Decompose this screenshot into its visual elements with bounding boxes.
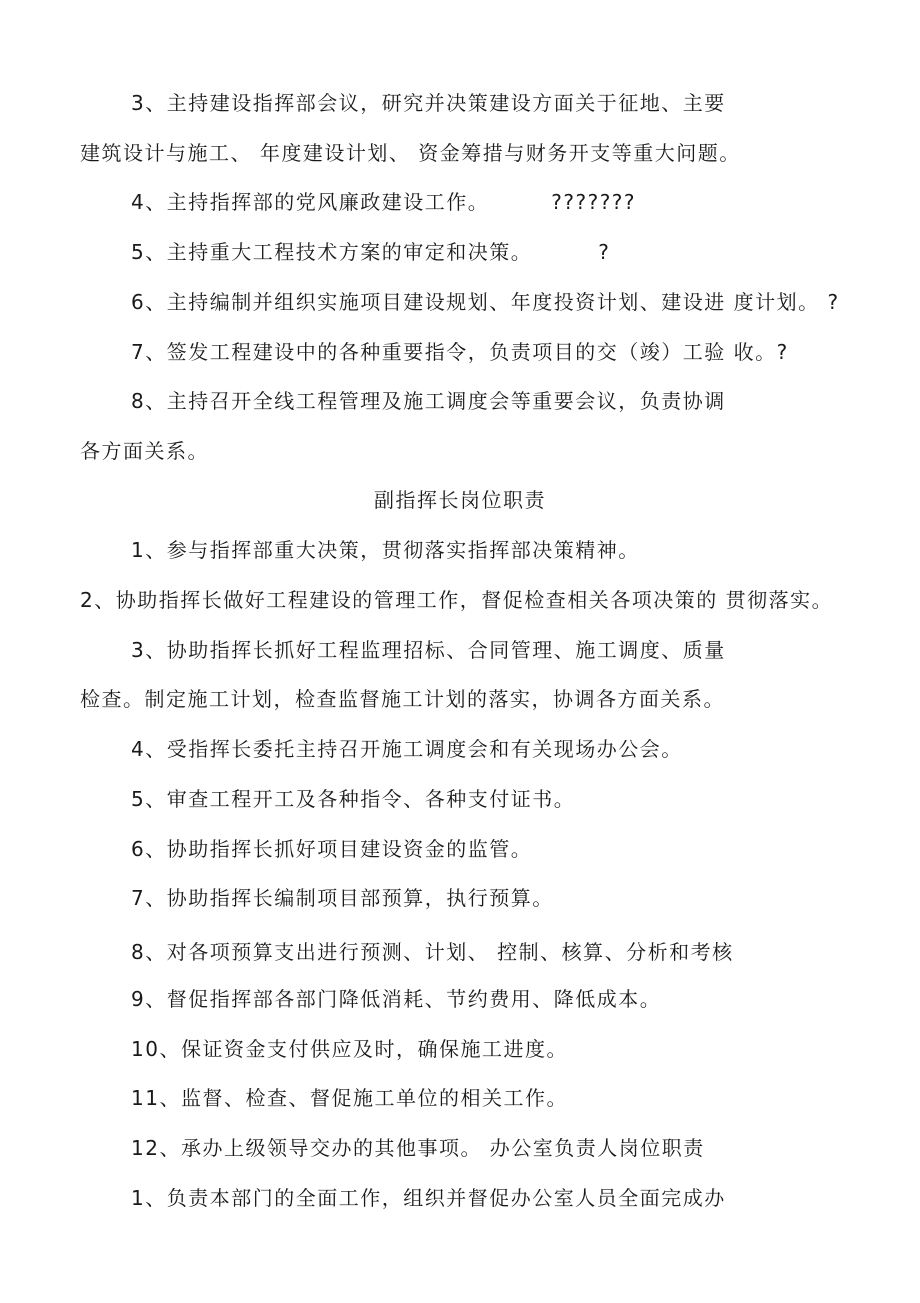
- item-4-placeholder-marks: ???????: [551, 190, 637, 214]
- paragraph-item-8-continued: 各方面关系。: [80, 439, 209, 463]
- paragraph-item-4: [131, 189, 636, 215]
- deputy-item-1: 1、参与指挥部重大决策，贯彻落实指挥部决策精神。: [131, 538, 640, 562]
- paragraph-item-6: 6、主持编制并组织实施项目建设规划、年度投资计划、建设进 度计划。 ?: [131, 290, 840, 314]
- deputy-item-3-continued: 检查。制定施工计划，检查监督施工计划的落实，协调各方面关系。: [80, 687, 725, 711]
- deputy-item-9: 9、督促指挥部各部门降低消耗、节约费用、降低成本。: [131, 987, 662, 1011]
- deputy-item-11: 11、监督、检查、督促施工单位的相关工作。: [131, 1086, 568, 1110]
- deputy-item-8: 8、对各项预算支出进行预测、计划、 控制、核算、分析和考核: [131, 940, 734, 964]
- paragraph-item-3-continued: 建筑设计与施工、 年度建设计划、 资金筹措与财务开支等重大问题。: [80, 141, 741, 165]
- deputy-item-5: 5、审查工程开工及各种指令、各种支付证书。: [131, 787, 576, 811]
- section-title: 副指挥长岗位职责: [374, 488, 546, 512]
- paragraph-item-7: 7、签发工程建设中的各种重要指令，负责项目的交（竣）工验 收。?: [131, 340, 789, 364]
- deputy-item-4: 4、受指挥长委托主持召开施工调度会和有关现场办公会。: [131, 737, 683, 761]
- item-5-placeholder-mark: ?: [598, 240, 611, 264]
- deputy-item-7: 7、协助指挥长编制项目部预算，执行预算。: [131, 886, 554, 910]
- deputy-item-12: 12、承办上级领导交办的其他事项。 办公室负责人岗位职责: [131, 1136, 705, 1160]
- item-5-text: 5、主持重大工程技术方案的审定和决策。: [131, 240, 533, 264]
- deputy-item-6: 6、协助指挥长抓好项目建设资金的监管。: [131, 837, 533, 861]
- paragraph-item-3: 3、主持建设指挥部会议，研究并决策建设方面关于征地、主要: [131, 91, 726, 115]
- paragraph-item-5: [131, 239, 610, 265]
- deputy-item-3: 3、协助指挥长抓好工程监理招标、合同管理、施工调度、质量: [131, 638, 726, 662]
- deputy-item-2: 2、协助指挥长做好工程建设的管理工作，督促检查相关各项决策的 贯彻落实。: [80, 588, 834, 612]
- item-4-text: 4、主持指挥部的党风廉政建设工作。: [131, 190, 490, 214]
- deputy-item-10: 10、保证资金支付供应及时，确保施工进度。: [131, 1037, 568, 1061]
- office-head-item-1: 1、负责本部门的全面工作，组织并督促办公室人员全面完成办: [131, 1186, 726, 1210]
- paragraph-item-8: 8、主持召开全线工程管理及施工调度会等重要会议，负责协调: [131, 389, 726, 413]
